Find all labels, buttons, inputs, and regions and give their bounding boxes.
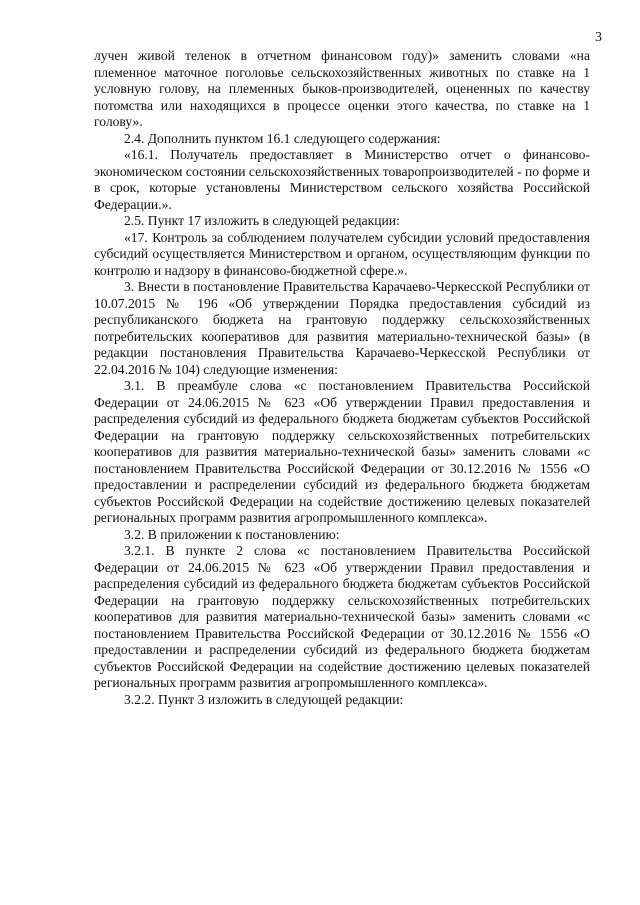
paragraph-2-4: 2.4. Дополнить пунктом 16.1 следующего содержания: [124,130,441,146]
paragraph-17-text: «17. Контроль за соблюдением получателем субсидии условий предоставления субсидий осуществляется Министерством и органом, осуществляющим функции по контролю и надзору в финансово-бюджетной сфере.». [94,229,590,278]
paragraph-2-5: 2.5. Пункт 17 изложить в следующей редакции: [124,213,400,228]
paragraph-3-2-2: 3.2.2. Пункт 3 изложить в следующей редакции: [124,691,404,707]
paragraph-continuation: лучен живой теленок в отчетном финансовом году)» заменить словами «на племенное маточное поголовье сельскохозяйственных животных по ставке на 1 условную голову, на племенных быков-производителей, оцененных по качеству потомства или находящихся в процессе оценки этого качества, по ставке на 1 голову». [94,48,590,129]
paragraph-3-2: 3.2. В приложении к постановлению: [124,526,340,542]
paragraph-16-1-text: «16.1. Получатель предоставляет в Министерство отчет о финансово-экономическом состоянии сельскохозяйственных товаропроизводителей - по форме и в срок, которые установлены Министерством сельского хозяйства Российской Федерации.». [94,147,590,212]
page-number: 3 [595,30,602,45]
paragraph-3-1: 3.1. В преамбуле слова «с постановлением Правительства Российской Федерации от 24.06.2015 № 623 «Об утверждении Правил предоставления и распределения субсидий из федерального бюджета бюджетам субъектов Российской Федерации на грантовую поддержку сельскохозяйственных потребительских кооперативов для развития материально-технической базы» заменить словами «с постановлением Правительства Российской Федерации от 30.12.2016 № 1556 «О предоставлении и распределении субсидий из федерального бюджета бюджетам субъектов Российской Федерации на содействие достижению целевых показателей региональных программ развития агропромышленного комплекса». [94,378,590,525]
paragraph-3-2-1: 3.2.1. В пункте 2 слова «с постановлением Правительства Российской Федерации от 24.06.2015 № 623 «Об утверждении Правил предоставления и распределения субсидий из федерального бюджета бюджетам субъектов Российской Федерации на грантовую поддержку сельскохозяйственных потребительских кооперативов для развития материально-технической базы» заменить словами «с постановлением Правительства Российской Федерации от 30.12.2016 № 1556 «О предоставлении и распределении субсидий из федерального бюджета бюджетам субъектов Российской Федерации на содействие достижению целевых показателей региональных программ развития агропромышленного комплекса». [94,543,590,690]
paragraph-3: 3. Внести в постановление Правительства Карачаево-Черкесской Республики от 10.07.2015 № 196 «Об утверждении Порядка предоставления субсидий из республиканского бюджета на грантовую поддержку сельскохозяйственных потребительских кооперативов для развития материально-технической базы» (в редакции постановления Правительства Карачаево-Черкесской Республики от 22.04.2016 № 104) следующие изменения: [94,279,590,377]
document-body [94,48,590,708]
